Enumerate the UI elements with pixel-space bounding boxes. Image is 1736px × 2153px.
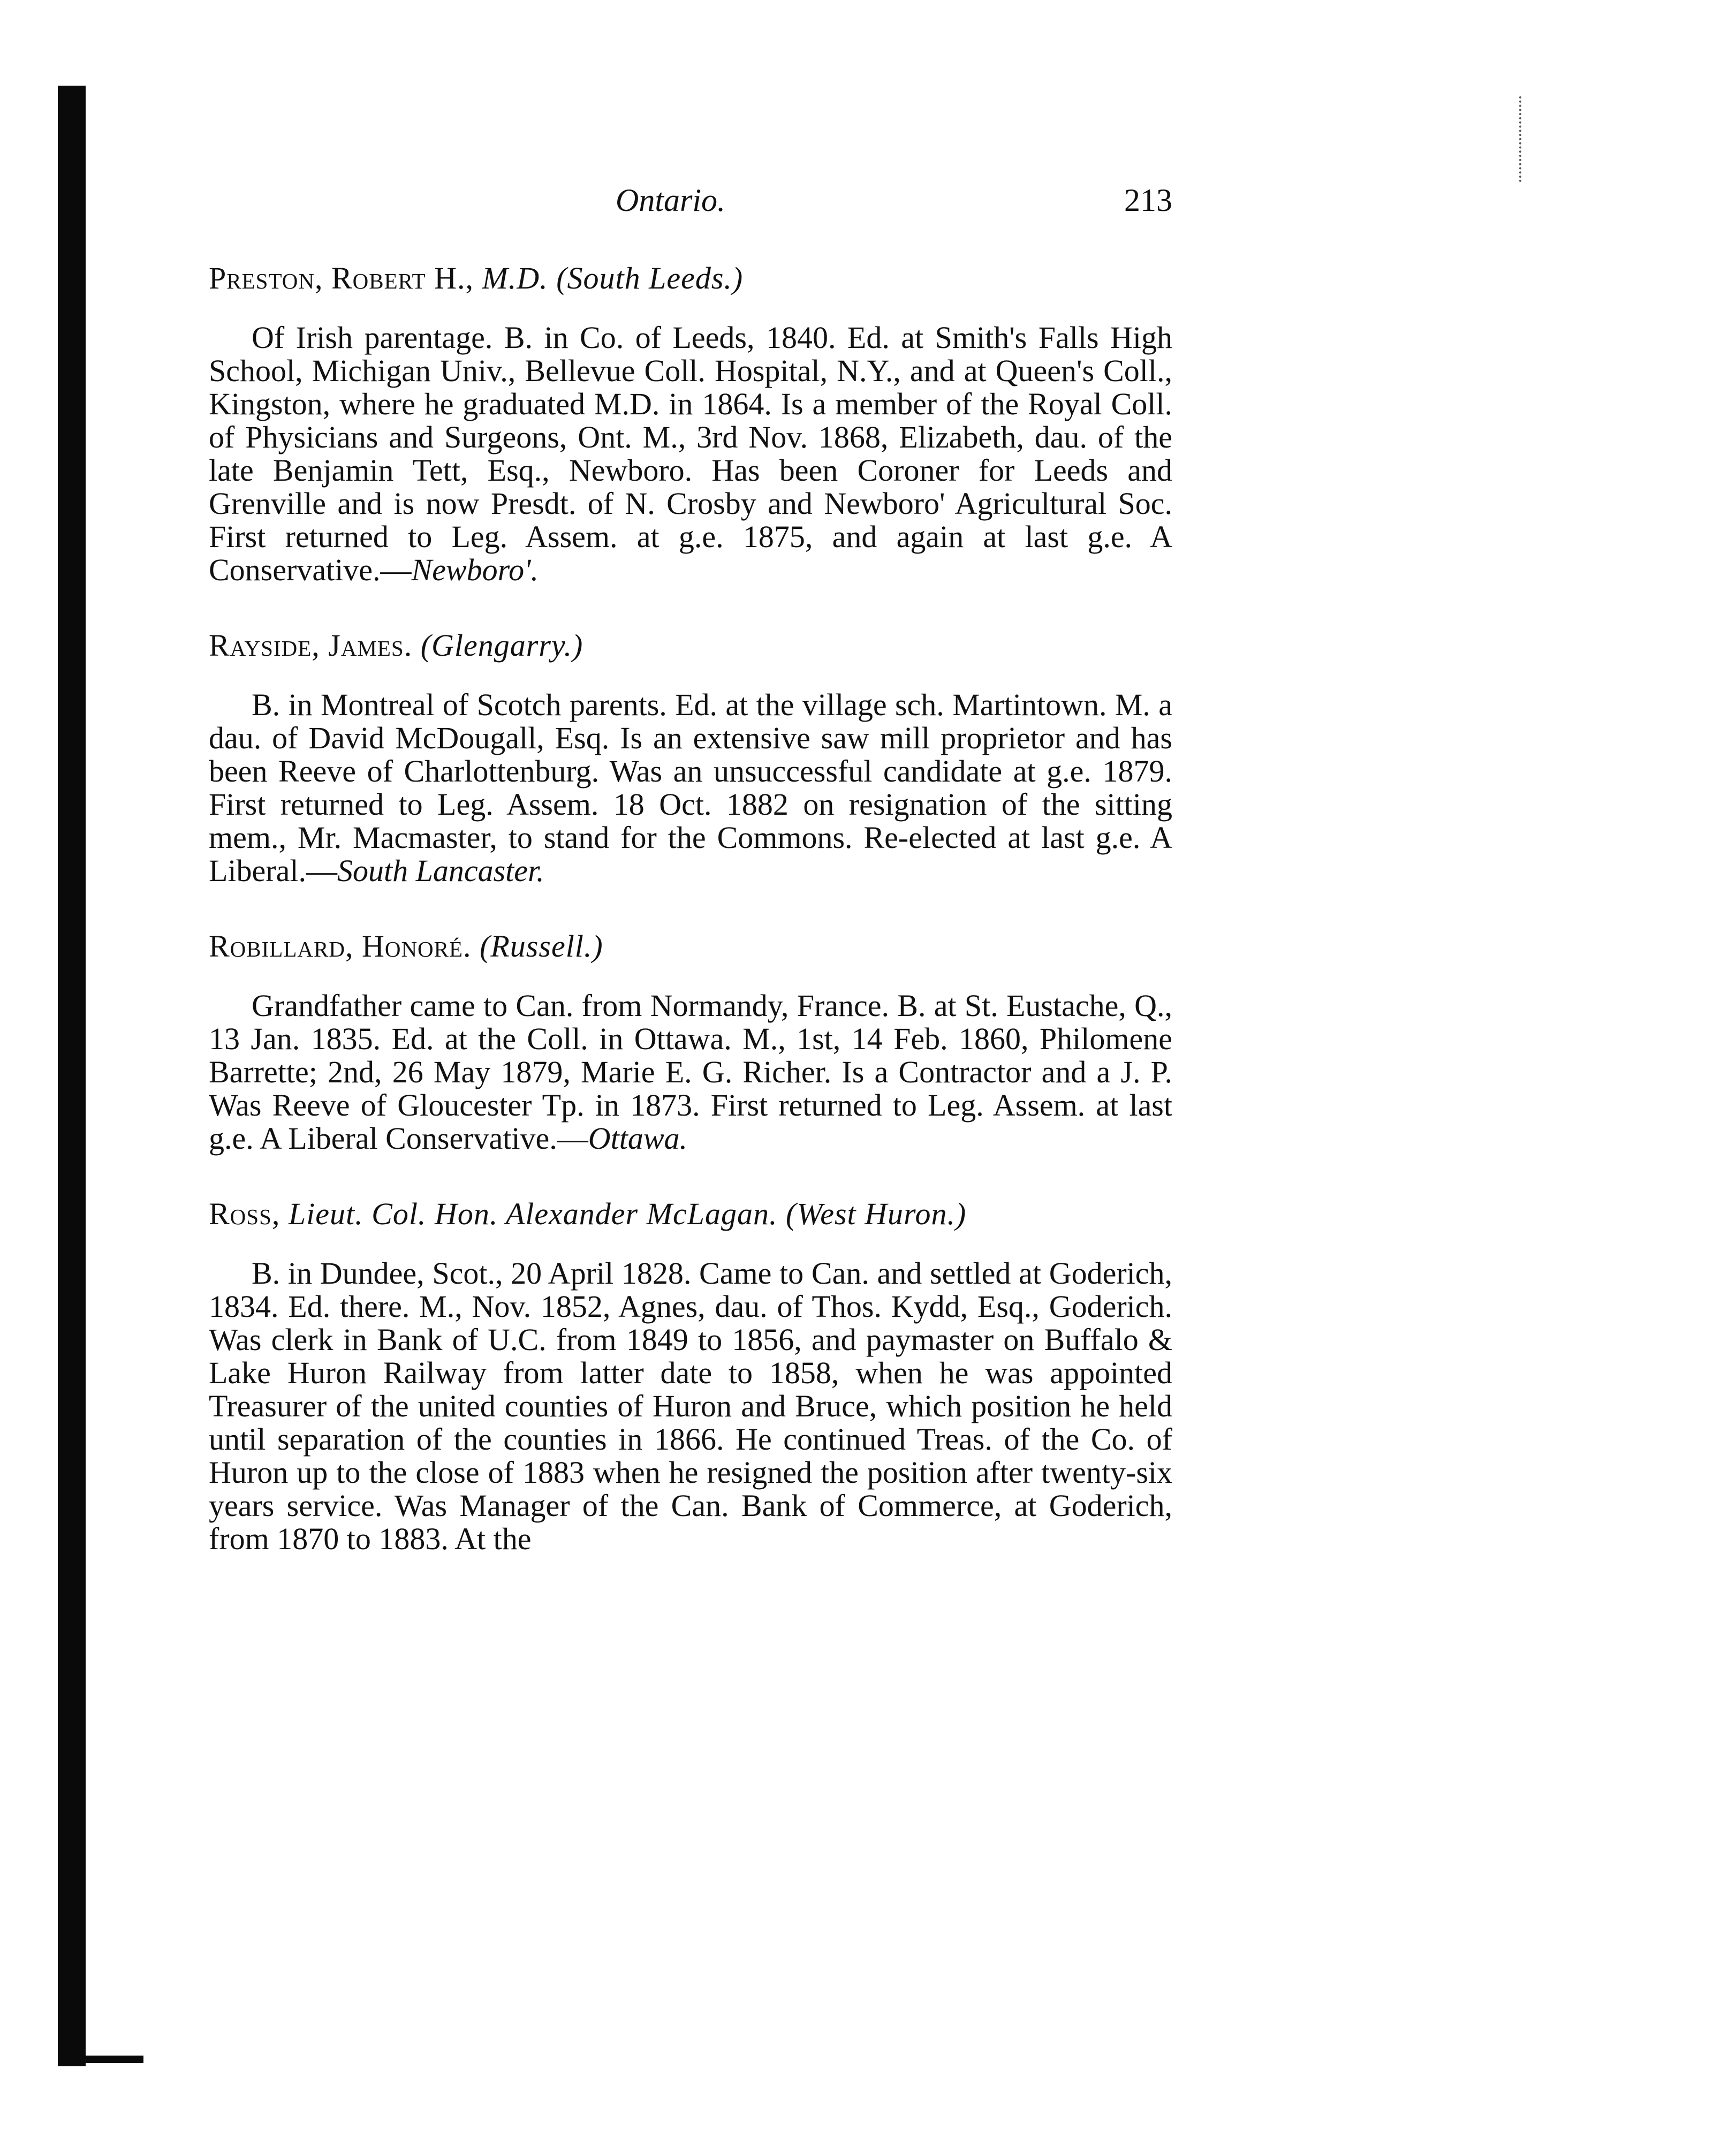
entry-title: M.D. xyxy=(482,261,548,295)
entry-residence: South Lancaster. xyxy=(337,853,544,888)
entry-heading xyxy=(209,257,1172,300)
entry-text: B. in Dundee, Scot., 20 April 1828. Came to Can. and settled at Goderich, 1834. Ed. there. M., Nov. 1852, Agnes, dau. of Thos. Kydd, Esq., Goderich. Was clerk in Bank of U.C. from 1849 to 1856, and paymaster on Buffalo & Lake Huron Railway from latter date to 1858, when he was appointed Treasurer of the united counties of Huron and Bruce, which position he held until separation of the counties in 1866. He continued Treas. of the Co. of Huron up to the close of 1883 when he resigned the position after twenty-six years service. Was Manager of the Can. Bank of Commerce, at Goderich, from 1870 to 1883. At the xyxy=(209,1256,1172,1556)
entry-text: Grandfather came to Can. from Normandy, France. B. at St. Eustache, Q., 13 Jan. 1835. Ed. at the Coll. in Ottawa. M., 1st, 14 Feb. 1860, Philomene Barrette; 2nd, 26 May 1879, Marie E. G. Richer. Is a Contractor and a J. P. Was Reeve of Gloucester Tp. in 1873. First returned to Leg. Assem. at last g.e. A Liberal Conservative.— xyxy=(209,988,1172,1156)
entry-preston xyxy=(209,257,1172,587)
entry-name: Rayside, James. xyxy=(209,628,413,663)
running-head xyxy=(209,182,1172,225)
entry-heading xyxy=(209,925,1172,968)
entry-body xyxy=(209,1257,1172,1556)
entry-body xyxy=(209,989,1172,1155)
entry-heading xyxy=(209,624,1172,667)
binding-edge xyxy=(58,86,86,2066)
entry-rayside xyxy=(209,624,1172,888)
entry-text: Of Irish parentage. B. in Co. of Leeds, 1840. Ed. at Smith's Falls High School, Michigan Univ., Bellevue Coll. Hospital, N.Y., and at Queen's Coll., Kingston, where he graduated M.D. in 1864. Is a member of the Royal Coll. of Physicians and Surgeons, Ont. M., 3rd Nov. 1868, Elizabeth, dau. of the late Benjamin Tett, Esq., Newboro. Has been Coroner for Leeds and Grenville and is now Presdt. of N. Crosby and Newboro' Agricultural Soc. First returned to Leg. Assem. at g.e. 1875, and again at last g.e. A Conservative.— xyxy=(209,320,1172,587)
entry-heading xyxy=(209,1193,1172,1235)
entry-body xyxy=(209,321,1172,587)
running-title: Ontario. xyxy=(616,183,726,218)
entry-title: Lieut. Col. Hon. xyxy=(288,1196,498,1231)
biography-entries xyxy=(209,257,1172,1593)
entry-riding: (Russell.) xyxy=(471,929,603,964)
entry-name: Robillard, Honoré. xyxy=(209,929,472,964)
entry-riding: (South Leeds.) xyxy=(548,261,744,295)
page-number: 213 xyxy=(1124,183,1172,218)
entry-body xyxy=(209,688,1172,888)
entry-riding: Alexander McLagan. (West Huron.) xyxy=(498,1196,967,1231)
entry-robillard xyxy=(209,925,1172,1155)
entry-ross xyxy=(209,1193,1172,1556)
entry-riding: (Glengarry.) xyxy=(412,628,583,663)
entry-residence: Newboro'. xyxy=(411,552,539,587)
entry-name: Ross, xyxy=(209,1196,289,1231)
entry-name: Preston, Robert H., xyxy=(209,261,482,295)
entry-residence: Ottawa. xyxy=(588,1121,688,1156)
binding-edge-foot xyxy=(58,2056,143,2063)
scan-specks xyxy=(1519,96,1526,182)
entry-text: B. in Montreal of Scotch parents. Ed. at the village sch. Martintown. M. a dau. of David McDougall, Esq. Is an extensive saw mill proprietor and has been Reeve of Charlottenburg. Was an unsuccessful candidate at g.e. 1879. First returned to Leg. Assem. 18 Oct. 1882 on resignation of the sitting mem., Mr. Macmaster, to stand for the Commons. Re-elected at last g.e. A Liberal.— xyxy=(209,687,1172,888)
